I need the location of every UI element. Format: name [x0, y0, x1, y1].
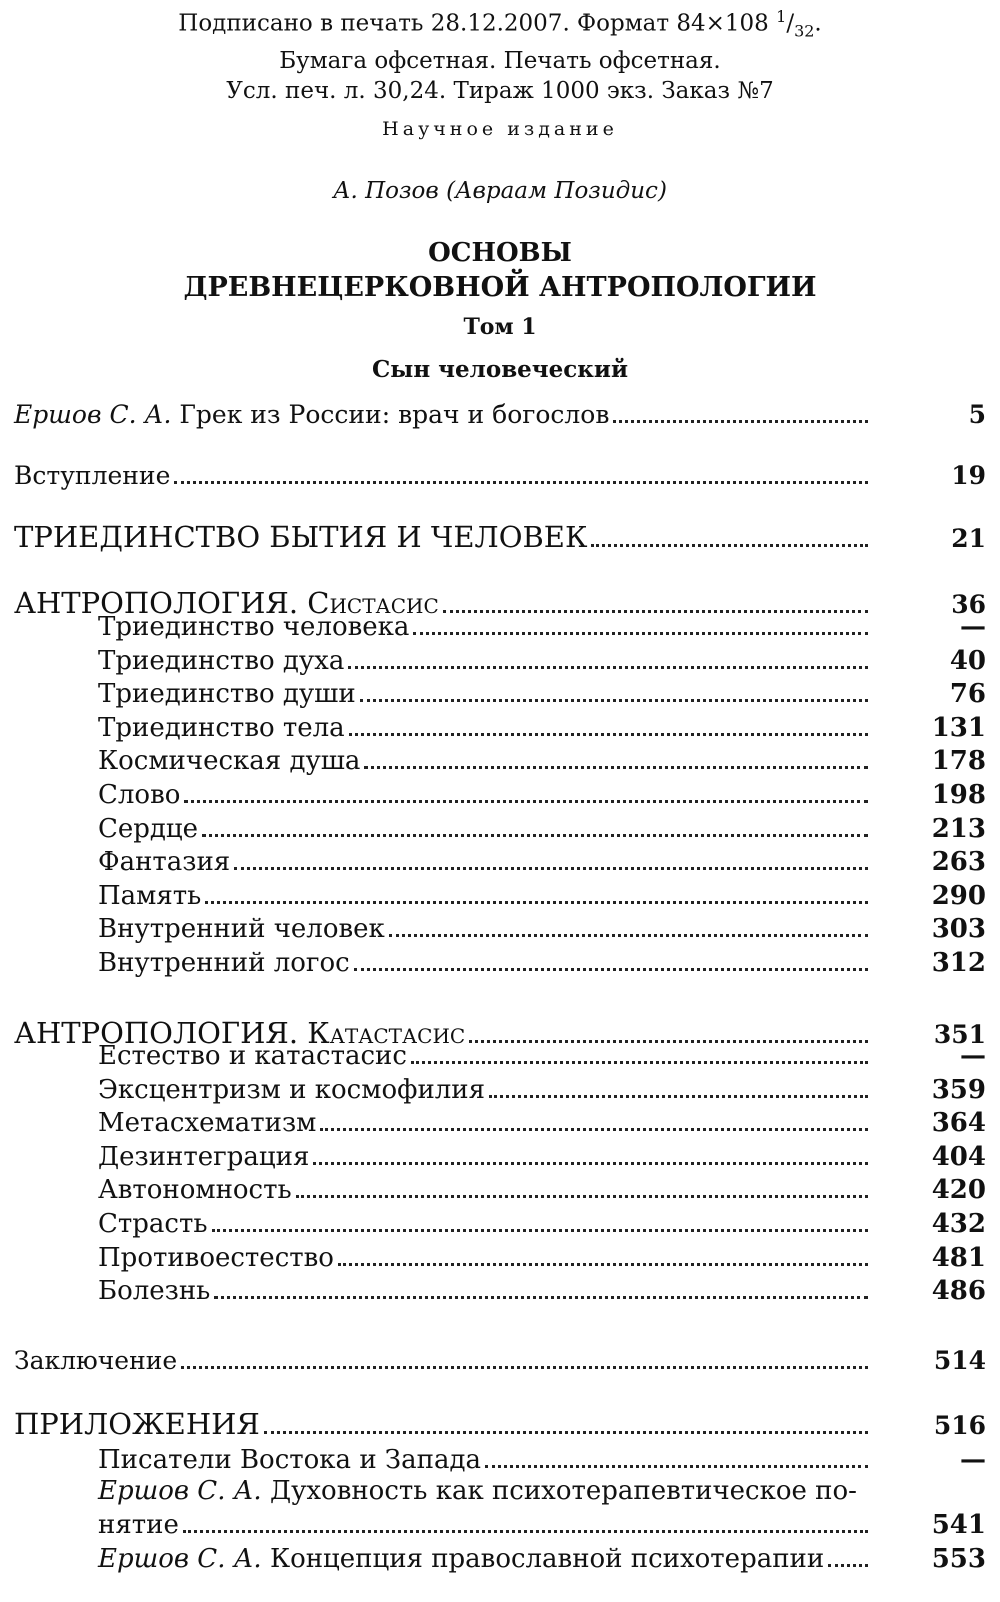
- leader-dots: [389, 934, 868, 937]
- toc-entry-label: Противоестество: [98, 1242, 334, 1273]
- toc-page-number: 198: [931, 780, 986, 810]
- toc-page-number: 21: [951, 524, 986, 553]
- toc-subentry: [98, 814, 986, 844]
- toc-subentry: [98, 612, 986, 642]
- leader-dots: [354, 968, 868, 971]
- leader-dots: [234, 867, 868, 870]
- format-fraction-numerator: 1: [776, 7, 787, 26]
- toc-page-number: 76: [949, 679, 986, 710]
- toc-subentry-writers: [98, 1445, 986, 1475]
- leader-dots: [413, 632, 868, 635]
- toc-page-number: —: [960, 612, 986, 642]
- title-line-1: ОСНОВЫ: [428, 238, 572, 268]
- toc-entry-label: Память: [98, 880, 202, 911]
- leader-dots: [184, 800, 868, 803]
- toc-page-number: 40: [949, 645, 986, 676]
- title-line-2: ДРЕВНЕЦЕРКОВНОЙ АНТРОПОЛОГИИ: [183, 272, 817, 303]
- toc-subentry: [98, 1276, 986, 1306]
- imprint-line-2: Бумага офсетная. Печать офсетная.: [279, 48, 721, 75]
- toc-entry-label: [98, 1544, 828, 1574]
- toc-subentry: [98, 780, 986, 810]
- format-fraction-slash: /: [786, 10, 795, 37]
- toc-entry-label: Писатели Востока и Запада: [98, 1445, 481, 1475]
- toc-entry-author: Ершов С. А.: [98, 1544, 262, 1574]
- toc-entry-label: Слово: [98, 780, 181, 810]
- toc-entry-label: Вступление: [14, 461, 171, 490]
- volume-label: Том 1: [463, 314, 537, 340]
- toc-entry-ershov-greek: [14, 400, 986, 430]
- toc-page-number: 359: [931, 1074, 986, 1105]
- toc-subentry: [98, 1108, 986, 1138]
- toc-page-number: 19: [951, 461, 986, 490]
- leader-dots: [264, 1431, 868, 1434]
- toc-page-number: —: [960, 1445, 986, 1475]
- toc-subentry-ershov-psychotherapy: [98, 1544, 986, 1574]
- toc-entry-label: Внутренний логос: [98, 948, 350, 978]
- toc-entry-label: Автономность: [98, 1175, 292, 1206]
- toc-entry-label-part: Катастасис: [307, 1016, 466, 1050]
- toc-page-number: —: [960, 1041, 986, 1071]
- toc-page-number: 420: [931, 1175, 986, 1206]
- leader-dots: [485, 1465, 868, 1468]
- toc-subentry: [98, 646, 986, 676]
- toc-entry-title: Концепция православной психотерапии: [261, 1544, 825, 1574]
- leader-dots: [489, 1095, 868, 1098]
- imprint-line-3: Усл. печ. л. 30,24. Тираж 1000 экз. Заказ №7: [226, 78, 774, 105]
- toc-entry-author: Ершов С. А.: [98, 1476, 262, 1506]
- toc-page-number: 541: [931, 1510, 986, 1540]
- imprint-line-1: [0, 2, 1000, 46]
- subtitle: Сын человеческий: [371, 356, 629, 383]
- toc-page-number: 514: [933, 1346, 986, 1375]
- toc-subentry-ershov-spirituality-line2: [98, 1510, 986, 1540]
- toc-entry-label: Триединство человека: [98, 612, 410, 642]
- toc-entry-label: Фантазия: [98, 847, 231, 878]
- imprint-format-text: Подписано в печать 28.12.2007. Формат 84×108: [178, 10, 769, 37]
- toc-subentry: [98, 914, 986, 944]
- toc-entry-label: Триединство духа: [98, 645, 345, 676]
- leader-dots: [348, 666, 868, 669]
- toc-page-number: 486: [931, 1276, 986, 1307]
- toc-page-number: 5: [968, 400, 986, 429]
- toc-page-number: 351: [933, 1020, 986, 1049]
- toc-subentry: [98, 1142, 986, 1172]
- toc-entry-trinity: [14, 520, 986, 554]
- leader-dots: [174, 481, 868, 484]
- leader-dots: [212, 1229, 868, 1232]
- toc-subentry: [98, 948, 986, 978]
- leader-dots: [338, 1263, 868, 1266]
- toc-subentry: [98, 1041, 986, 1071]
- leader-dots: [183, 1530, 868, 1533]
- toc-page-number: 213: [931, 813, 986, 844]
- toc-page-number: 432: [931, 1209, 986, 1239]
- toc-subentry: [98, 881, 986, 911]
- toc-entry-label: Заключение: [14, 1346, 178, 1375]
- toc-page-number: 516: [933, 1411, 986, 1440]
- toc-page-number: 364: [931, 1108, 986, 1139]
- leader-dots: [296, 1195, 868, 1198]
- leader-dots: [349, 733, 868, 736]
- toc-entry-label-part: Систасис: [307, 586, 439, 620]
- toc-entry-intro: [14, 461, 986, 491]
- toc-entry-label: Эксцентризм и космофилия: [98, 1074, 486, 1105]
- imprint-block: [0, 2, 1000, 106]
- toc-entry-title: Духовность как психотерапевтическое по-: [261, 1476, 857, 1506]
- toc-page-number: 178: [931, 746, 986, 777]
- leader-dots: [364, 766, 868, 769]
- toc-entry-title: Грек из России: врач и богослов: [171, 400, 610, 429]
- leader-dots: [214, 1296, 868, 1299]
- toc-entry-label: Сердце: [98, 813, 199, 844]
- leader-dots: [411, 1061, 868, 1064]
- toc-entry-label: Естество и катастасис: [98, 1041, 407, 1071]
- toc-entry-label: ПРИЛОЖЕНИЯ: [14, 1407, 260, 1441]
- toc-subentry-ershov-spirituality-line1: [98, 1476, 857, 1506]
- toc-entry-label-part: АНТРОПОЛОГИЯ.: [14, 1016, 308, 1050]
- toc-entry-author: Ершов С. А.: [14, 400, 172, 429]
- toc-entry-label: Внутренний человек: [98, 914, 385, 945]
- toc-page-number: 36: [951, 590, 986, 619]
- toc-entry-label: Дезинтеграция: [98, 1141, 310, 1172]
- leader-dots: [202, 834, 868, 837]
- toc-entry-label: [14, 400, 613, 429]
- toc-subentry: [98, 1075, 986, 1105]
- toc-entry-label: Космическая душа: [98, 746, 361, 777]
- toc-entry-label: Болезнь: [98, 1276, 211, 1307]
- toc-page-number: 263: [931, 847, 986, 878]
- toc-page-number: 553: [931, 1544, 986, 1574]
- toc-subentry: [98, 1175, 986, 1205]
- leader-dots: [181, 1366, 868, 1369]
- toc-entry-label: Страсть: [98, 1209, 208, 1239]
- toc-subentry: [98, 679, 986, 709]
- toc-entry-label-part: АНТРОПОЛОГИЯ.: [14, 586, 308, 620]
- toc-page-number: 303: [931, 914, 986, 945]
- imprint-line-1-end: .: [814, 10, 822, 37]
- author-name: А. Позов (Авраам Позидис): [333, 178, 667, 204]
- toc-entry-label: Метасхематизм: [98, 1108, 317, 1139]
- toc-page-number: 481: [931, 1242, 986, 1273]
- toc-page-number: 404: [931, 1141, 986, 1172]
- leader-dots: [313, 1162, 868, 1165]
- toc-page-number: 312: [931, 948, 986, 978]
- toc-entry-label: Триединство души: [98, 679, 356, 710]
- toc-page-number: 290: [931, 880, 986, 911]
- toc-subentry: [98, 713, 986, 743]
- toc-entry-appendix: [14, 1407, 986, 1441]
- leader-dots: [613, 420, 868, 423]
- toc-subentry: [98, 1243, 986, 1273]
- edition-type: Научное издание: [382, 118, 618, 140]
- toc-entry-label: Триединство тела: [98, 712, 345, 743]
- leader-dots: [591, 544, 868, 547]
- leader-dots: [360, 699, 868, 702]
- toc-entry-conclusion: [14, 1346, 986, 1376]
- toc-subentry: [98, 847, 986, 877]
- toc-entry-label: нятие: [98, 1510, 179, 1540]
- leader-dots: [320, 1128, 868, 1131]
- leader-dots: [205, 901, 868, 904]
- toc-entry-label: ТРИЕДИНСТВО БЫТИЯ И ЧЕЛОВЕК: [14, 520, 588, 554]
- toc-page-number: 131: [931, 712, 986, 743]
- toc-subentry: [98, 746, 986, 776]
- leader-dots: [828, 1564, 868, 1567]
- toc-subentry: [98, 1209, 986, 1239]
- format-fraction-denominator: 32: [794, 21, 815, 41]
